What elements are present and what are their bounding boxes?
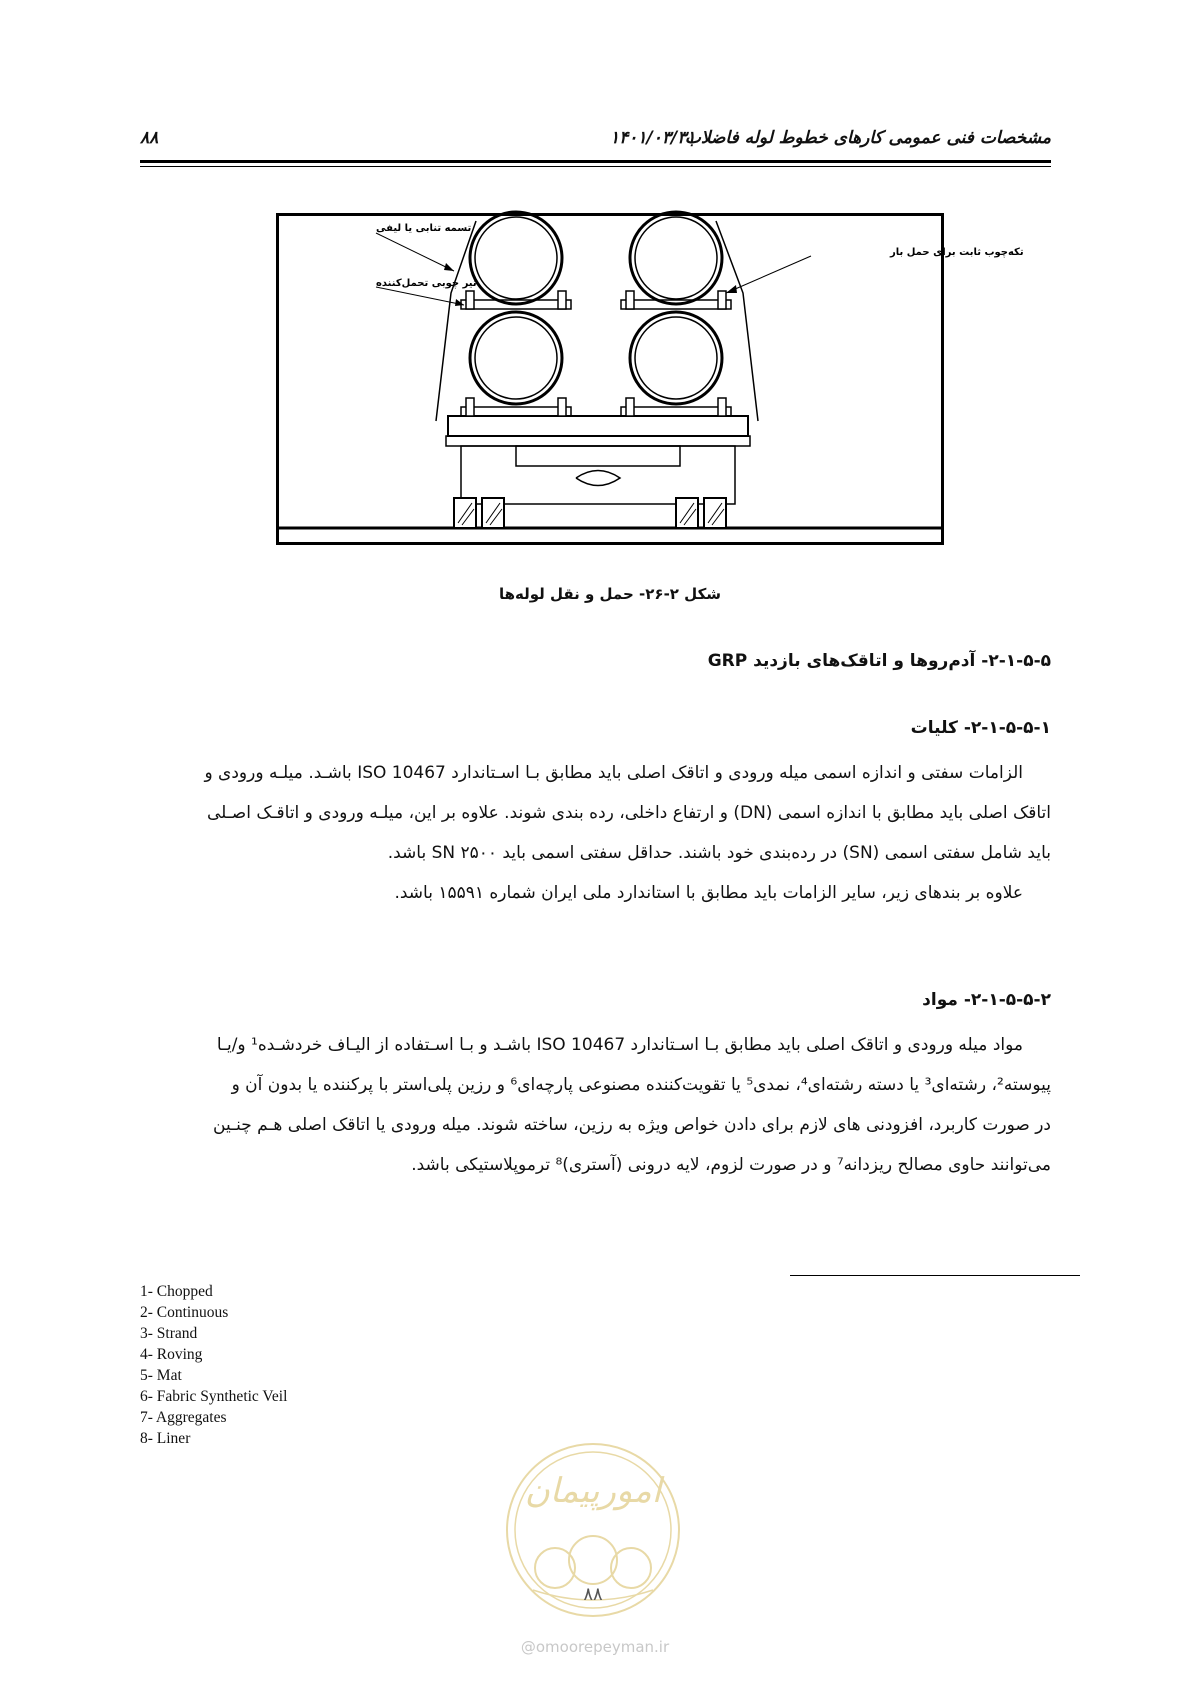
- header-page-number: ۸۸: [140, 128, 159, 148]
- footnote-item: 1- Chopped: [140, 1283, 213, 1300]
- footnotes: [140, 1281, 287, 1449]
- figure-caption: شکل ۲-۲۶- حمل و نقل لوله‌ها: [498, 585, 722, 603]
- header-rule-thick: [140, 160, 1051, 163]
- footnote-item: 3- Strand: [140, 1325, 198, 1342]
- label-timber-beam: تیر چوبی تحمل‌کننده: [376, 278, 477, 289]
- pipe-transport-figure: [276, 213, 1024, 575]
- paragraph-line: اتاقک اصلی باید مطابق با اندازه اسمی (DN) و ارتفاع داخلی، رده بندی شوند. علاوه بر این، میلـه ورودی و اتاقـک اصـلی: [206, 803, 1051, 823]
- watermark-seal: [503, 1440, 683, 1620]
- subsection-2-heading: ۲-۱-۵-۵-۲- مواد: [922, 990, 1051, 1010]
- paragraph-line: در صورت کاربرد، افزودنی های لازم برای دادن خواص ویژه به رزین، ساخته شوند. میله ورودی یا اتاقک اصلی هـم چنـین: [213, 1115, 1051, 1135]
- header-rule-thin: [140, 166, 1051, 167]
- header-date: ۱۴۰۱/۰۳/۳۱: [610, 128, 696, 148]
- paragraph-line: علاوه بر بندهای زیر، سایر الزامات باید مطابق با استاندارد ملی ایران شماره ۱۵۵۹۱ باشد.: [394, 883, 1023, 903]
- footnote-item: 2- Continuous: [140, 1304, 229, 1321]
- footnote-item: 8- Liner: [140, 1430, 191, 1447]
- paragraph-line: مواد میله ورودی و اتاقک اصلی باید مطابق بـا اسـتاندارد ISO 10467 باشـد و بـا اسـتفاده از الیـاف خردشـده¹ و/یـا: [216, 1035, 1023, 1055]
- seal-text: امورپیمان: [524, 1471, 662, 1511]
- subsection-2-body: [140, 1025, 1051, 1185]
- paragraph-line: الزامات سفتی و اندازه اسمی میله ورودی و اتاقک اصلی باید مطابق بـا اسـتاندارد ISO 10467 باشـد. میلـه ورودی و: [204, 763, 1023, 783]
- footnote-item: 7- Aggregates: [140, 1409, 227, 1426]
- footnote-item: 4- Roving: [140, 1346, 203, 1363]
- subsection-1-heading: ۲-۱-۵-۵-۱- کلیات: [910, 718, 1051, 738]
- footnote-rule: [790, 1275, 1080, 1276]
- paragraph-line: باید شامل سفتی اسمی (SN) در رده‌بندی خود باشند. حداقل سفتی اسمی باید SN ۲۵۰۰ باشد.: [387, 843, 1051, 863]
- footnote-item: 6- Fabric Synthetic Veil: [140, 1388, 288, 1405]
- header-title: مشخصات فنی عمومی کارهای خطوط لوله فاضلاب: [684, 128, 1051, 148]
- footnote-item: 5- Mat: [140, 1367, 182, 1384]
- label-fixed-block: تکه‌چوب ثابت برای حمل بار: [890, 247, 1024, 258]
- watermark-url: @omoorepeyman.ir: [520, 1638, 670, 1656]
- subsection-1-body: [140, 753, 1051, 913]
- seal-page-number: ۸۸: [583, 1584, 603, 1605]
- page-header: [140, 128, 1051, 150]
- label-strap: تسمه تنابی یا لیفی: [376, 223, 472, 234]
- section-heading: ۲-۱-۵-۵- آدم‌روها و اتاقک‌های بازدید GRP: [707, 651, 1051, 671]
- paragraph-line: پیوسته²، رشته‌ای³ یا دسته رشته‌ای⁴، نمدی⁵ یا تقویت‌کننده مصنوعی پارچه‌ای⁶ و رزین پلی‌استر با پرکننده یا بدون آن و: [231, 1075, 1051, 1095]
- paragraph-line: می‌توانند حاوی مصالح ریزدانه⁷ و در صورت لزوم، لایه درونی (آستری)⁸ ترموپلاستیکی باشد.: [411, 1155, 1051, 1175]
- figure-frame: [278, 215, 943, 544]
